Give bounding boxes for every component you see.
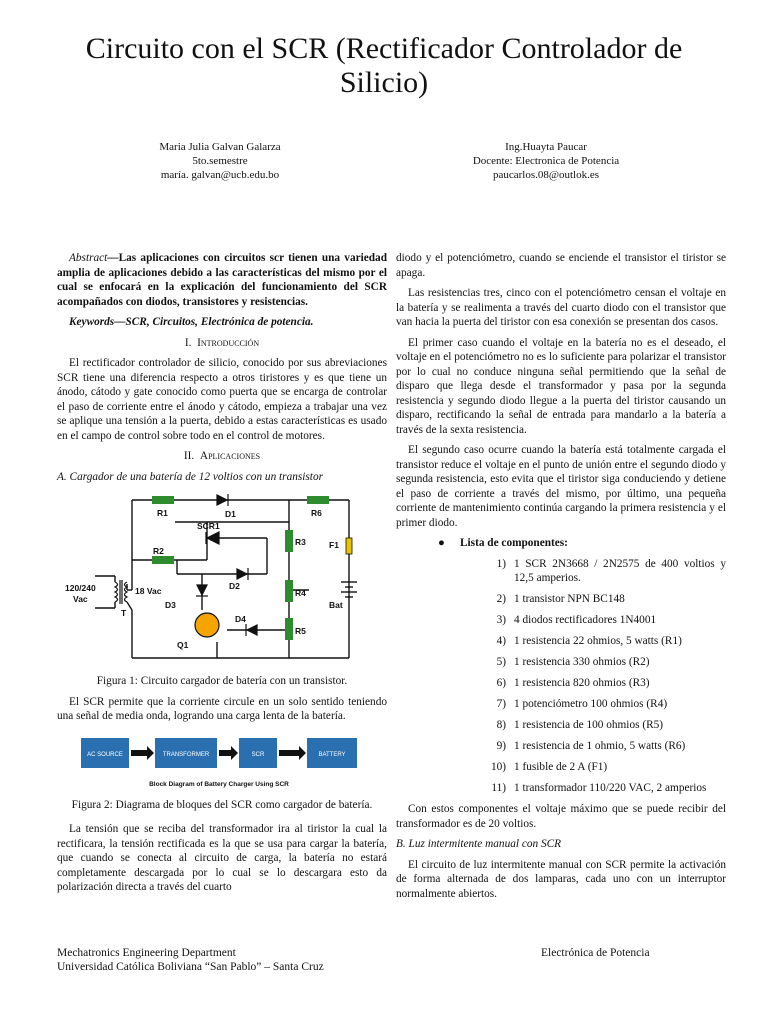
list-text: 1 transistor NPN BC148 bbox=[514, 593, 625, 605]
abstract-dash: — bbox=[107, 252, 119, 264]
author-block-2 bbox=[396, 140, 696, 182]
list-number: 7) bbox=[496, 698, 506, 710]
label-vin1: 120/240 bbox=[65, 583, 96, 593]
list-number: 11) bbox=[491, 782, 506, 794]
footer-department: Mechatronics Engineering Department bbox=[57, 947, 236, 959]
paragraph-continuation: diodo y el potenciómetro, cuando se enciende el transistor el tiristor se apaga. bbox=[396, 252, 726, 279]
label-vsec: 18 Vac bbox=[135, 586, 162, 596]
list-number: 10) bbox=[490, 761, 506, 773]
list-text: 1 resistencia de 100 ohmios (R5) bbox=[514, 719, 664, 731]
label-r1: R1 bbox=[157, 508, 168, 518]
block-diagram-figure bbox=[57, 730, 387, 792]
section-number: I. bbox=[184, 336, 192, 349]
footer-right: Electrónica de Potencia bbox=[541, 947, 650, 959]
component-list-item bbox=[396, 760, 726, 775]
fuse-f1 bbox=[346, 538, 352, 554]
label-d2: D2 bbox=[229, 581, 240, 591]
list-text: 1 resistencia 330 ohmios (R2) bbox=[514, 656, 650, 668]
section-title: Aplicaciones bbox=[199, 450, 261, 462]
resistors bbox=[152, 496, 352, 640]
right-column bbox=[396, 251, 726, 907]
label-scr1: SCR1 bbox=[197, 521, 220, 531]
label-r4: R4 bbox=[295, 588, 306, 598]
footer-left bbox=[57, 946, 324, 974]
block-label: AC SOURCE bbox=[87, 751, 123, 758]
subsection-b-title: B. Luz intermitente manual con SCR bbox=[396, 838, 562, 850]
component-list bbox=[396, 557, 726, 796]
component-list-item bbox=[396, 634, 726, 649]
list-text: 1 potenciómetro 100 ohmios (R4) bbox=[514, 698, 668, 710]
list-text: 1 resistencia de 1 ohmio, 5 watts (R6) bbox=[514, 740, 686, 752]
charger-circuit-figure bbox=[57, 490, 387, 668]
list-text: 1 SCR 2N3668 / 2N2575 de 400 voltios y 12,5 amperios. bbox=[514, 557, 726, 584]
list-text: 1 fusible de 2 A (F1) bbox=[514, 761, 608, 773]
author-email: paucarlos.08@outlok.es bbox=[492, 169, 600, 181]
transformer bbox=[115, 580, 127, 604]
second-case-paragraph: El segundo caso ocurre cuando la batería está totalmente cargada el transistor reduce el voltaje en el punto de unión entre el segundo diodo y segunda resistencia, esto evita que el tiristor siga conduciendo y detiene el paso de corriente a través del mismo, por último, una pequeña corriente de mantenimiento continúa cargando la primera resistencia y el primer diodo. bbox=[396, 444, 726, 529]
diode-d3 bbox=[197, 585, 207, 595]
abstract bbox=[57, 251, 387, 309]
component-list-item bbox=[396, 781, 726, 796]
label-r6: R6 bbox=[311, 508, 322, 518]
scr-symbol bbox=[207, 532, 219, 544]
sensing-paragraph: Las resistencias tres, cinco con el potenciómetro censan el voltaje en la batería y se realimenta a través del cuarto diodo con el transistor que van hacia la puerta del tiristor con esa conexión se presentan dos casos. bbox=[396, 287, 726, 328]
author-email: maría. galvan@ucb.edu.bo bbox=[160, 169, 280, 181]
label-f1: F1 bbox=[329, 540, 339, 550]
flashing-light-paragraph: El circuito de luz intermitente manual con SCR permite la activación de forma alternada de dos lamparas, cada uno con un interruptor normalmente abiertos. bbox=[396, 858, 726, 900]
list-number: 2) bbox=[496, 593, 506, 605]
label-t: T bbox=[121, 608, 127, 618]
component-list-item bbox=[396, 718, 726, 733]
list-number: 5) bbox=[496, 656, 506, 668]
subsection-a-title: A. Cargador de una batería de 12 voltios con un transistor bbox=[57, 470, 323, 483]
figure-1-caption: Figura 1: Circuito cargador de batería con un transistor. bbox=[96, 675, 348, 687]
paper-title: Circuito con el SCR (Rectificador Controlador de Silicio) bbox=[85, 32, 683, 99]
author-role: Docente: Electronica de Potencia bbox=[472, 155, 620, 167]
list-number: 3) bbox=[496, 614, 506, 626]
list-number: 8) bbox=[496, 719, 506, 731]
intro-paragraph: El rectificador controlador de silicio, conocido por sus abreviaciones SCR tiene una diferencia respecto a otros tiristores y es que tiene un ánodo, cátodo y gate conocido como puerta que se encarga de controlar el paso de corriente entre el ánodo y cátodo, empieza a trabajar una vez se aplique una tensión a la puerta, debido a estas características es usado en el campo de control sobre todo en el control de motores. bbox=[57, 357, 387, 442]
label-bat: Bat bbox=[329, 600, 343, 610]
resistor-r6 bbox=[307, 496, 329, 504]
label-q1: Q1 bbox=[177, 640, 189, 650]
label-d4: D4 bbox=[235, 614, 246, 624]
component-list-title: Lista de componentes: bbox=[460, 537, 568, 549]
list-number: 9) bbox=[496, 740, 506, 752]
block-label: TRANSFORMER bbox=[162, 751, 210, 758]
component-list-item bbox=[396, 739, 726, 754]
component-list-item bbox=[396, 676, 726, 691]
section-heading-intro bbox=[57, 336, 387, 351]
section-heading-applications bbox=[57, 449, 387, 464]
label-vin2: Vac bbox=[73, 594, 88, 604]
keywords: Keywords—SCR, Circuitos, Electrónica de potencia. bbox=[69, 316, 314, 328]
block-diagram-caption: Block Diagram of Battery Charger Using SCR bbox=[149, 780, 289, 788]
block-label: SCR bbox=[251, 751, 265, 758]
component-list-item bbox=[396, 613, 726, 628]
list-number: 6) bbox=[496, 677, 506, 689]
figure-2-caption: Figura 2: Diagrama de bloques del SCR como cargador de batería. bbox=[71, 798, 373, 811]
diode-d1 bbox=[217, 495, 227, 505]
label-r5: R5 bbox=[295, 626, 306, 636]
scr-paragraph: El SCR permite que la corriente circule en un solo sentido teniendo una señal de media onda, logrando una carga lenta de la batería. bbox=[57, 695, 387, 722]
component-list-heading bbox=[396, 536, 726, 551]
section-title: Introducción bbox=[197, 336, 260, 349]
component-list-item bbox=[396, 655, 726, 670]
list-text: 1 resistencia 22 ohmios, 5 watts (R1) bbox=[514, 635, 682, 647]
label-r2: R2 bbox=[153, 546, 164, 556]
diode-d4 bbox=[247, 625, 257, 635]
author-block-1 bbox=[70, 140, 370, 182]
list-number: 4) bbox=[496, 635, 506, 647]
author-name: Ing.Huayta Paucar bbox=[505, 141, 587, 153]
transistor-q1 bbox=[195, 613, 219, 637]
list-text: 4 diodos rectificadores 1N4001 bbox=[514, 614, 657, 626]
diode-d2 bbox=[237, 569, 247, 579]
tension-paragraph: La tensión que se reciba del transformador ira al tiristor la cual la rectificara, la tensión rectificada es la que se usa para cargar la batería, que cuando se conecta al circuito de carga, la batería no estará completamente descargada por lo cual se lo descargara esto da polarización directa a través del cuarto bbox=[57, 823, 387, 893]
section-number: II. bbox=[183, 450, 195, 462]
first-case-paragraph: El primer caso cuando el voltaje en la batería no es el deseado, el voltaje en el potenciómetro no es lo suficiente para polarizar el transistor por lo cual no conduce ninguna señal permitiendo que la señal de disparo que llega desde el transformador y pasa por la segunda resistencia y segundo diodo llegue a la puerta del tiristor causando un disparo, rectificando la señal de entrada para mandarlo a la batería a través de la sexta resistencia. bbox=[396, 336, 726, 436]
block-label: BATTERY bbox=[318, 751, 346, 758]
label-d3: D3 bbox=[165, 600, 176, 610]
resistor-r2 bbox=[152, 556, 174, 564]
max-voltage-paragraph: Con estos componentes el voltaje máximo que se puede recibir del transformador es de 20 voltios. bbox=[396, 803, 726, 830]
list-number: 1) bbox=[496, 557, 506, 570]
resistor-r3 bbox=[285, 530, 293, 552]
label-r3: R3 bbox=[295, 537, 306, 547]
resistor-r1 bbox=[152, 496, 174, 504]
resistor-r4 bbox=[285, 580, 293, 602]
list-text: 1 transformador 110/220 VAC, 2 amperios bbox=[514, 782, 707, 794]
author-role: 5to.semestre bbox=[192, 155, 248, 167]
abstract-label: Abstract bbox=[69, 252, 108, 264]
component-list-item bbox=[396, 592, 726, 607]
label-d1: D1 bbox=[225, 509, 236, 519]
author-name: Maria Julia Galvan Galarza bbox=[159, 141, 281, 153]
list-text: 1 resistencia 820 ohmios (R3) bbox=[514, 677, 650, 689]
bullet-icon: ● bbox=[438, 537, 445, 549]
circuit-wires bbox=[95, 500, 349, 658]
component-list-item bbox=[396, 697, 726, 712]
component-list-item bbox=[396, 557, 726, 586]
resistor-r5 bbox=[285, 618, 293, 640]
left-column bbox=[57, 251, 387, 901]
abstract-text: Las aplicaciones con circuitos scr tienen una variedad amplia de aplicaciones debido a las características del mismo por el cual se enfocará en la explicación del funcionamiento del SCR acompañados con diodos, transistores y resistencias. bbox=[57, 252, 387, 308]
footer-university: Universidad Católica Boliviana “San Pablo” – Santa Cruz bbox=[57, 961, 324, 973]
